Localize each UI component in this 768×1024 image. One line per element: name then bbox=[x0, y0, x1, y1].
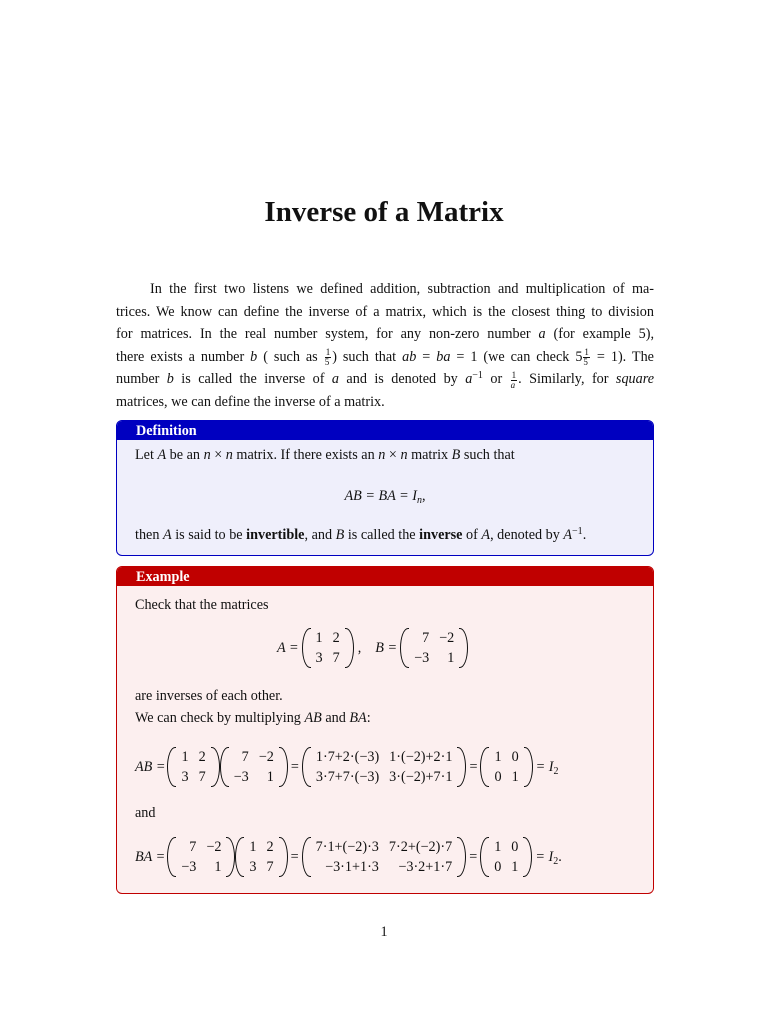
intro-paragraph bbox=[116, 278, 654, 413]
matrix-cell: 7 bbox=[198, 769, 206, 785]
identity-matrix bbox=[480, 837, 532, 877]
matrix-cell: 7 bbox=[266, 859, 274, 875]
example-check-text: Check that the matrices bbox=[135, 597, 269, 613]
matrix-cell: 3 bbox=[315, 650, 323, 666]
matrix-cell: 1·7+2·(−3) bbox=[315, 749, 380, 765]
page-number: 1 bbox=[380, 924, 388, 940]
matrix-cell: 1 bbox=[181, 749, 189, 765]
matrix-b bbox=[220, 747, 288, 787]
matrix-row bbox=[409, 648, 459, 668]
matrix-row bbox=[311, 648, 345, 668]
matrix-cell: 7 bbox=[422, 630, 430, 646]
matrix-cell: 2 bbox=[266, 839, 274, 855]
ab-product-equation: AB = 1 2 3 7 7 −2 −3 1 = 1·7+2·(−3) 1·(−2)+2·1 3·7+7·(−3) 3·(−2)+7·1 = 1 0 0 1 = $I_2$ bbox=[135, 749, 559, 785]
matrix-row bbox=[176, 767, 210, 787]
matrix-cell: 0 bbox=[511, 839, 519, 855]
identity-matrix bbox=[480, 747, 532, 787]
matrix-cell: 1 bbox=[447, 650, 455, 666]
matrix-cell: −3·2+1·7 bbox=[398, 859, 453, 875]
matrix-row bbox=[311, 747, 458, 767]
definition-equation: AB = BA = $I_n$, bbox=[344, 488, 426, 506]
matrix-row bbox=[176, 747, 210, 767]
intro-line: In the first two listens we defined addition, subtraction and multiplication of ma- bbox=[150, 281, 654, 297]
matrix-cell: 2 bbox=[332, 630, 340, 646]
matrix-cell: 7·1+(−2)·3 bbox=[315, 839, 379, 855]
matrix-cell: 1 bbox=[494, 839, 502, 855]
matrix-cell: 1 bbox=[214, 859, 222, 875]
intro-line: there exists a number b ( such as $\frac{1}{5}$ ) such that ab = ba = 1 (we can check 5 $\frac{1}{5}$ = 1). The bbox=[116, 347, 654, 367]
matrix-cell: 3·(−2)+7·1 bbox=[389, 769, 453, 785]
definition-line-1: Let A be an n × n matrix. If there exists an n × n matrix B such that bbox=[135, 447, 515, 463]
intro-line: for matrices. In the real number system, for any non-zero number a (for example 5), bbox=[116, 326, 654, 342]
matrix-cell: −3 bbox=[181, 859, 197, 875]
matrix-cell: −3 bbox=[233, 769, 249, 785]
matrix-row bbox=[229, 767, 279, 787]
matrix-cell: 0 bbox=[511, 749, 519, 765]
matrix-cell: 7 bbox=[332, 650, 340, 666]
example-box bbox=[116, 566, 654, 894]
matrix-cell: 1·(−2)+2·1 bbox=[389, 749, 453, 765]
matrix-cell: 1 bbox=[249, 839, 257, 855]
intro-line: matrices, we can define the inverse of a matrix. bbox=[116, 393, 385, 410]
matrix-row bbox=[244, 857, 278, 877]
matrix-cell: 7 bbox=[189, 839, 197, 855]
matrix-a bbox=[167, 747, 219, 787]
definition-line-3: then A is said to be invertible, and B is called the inverse of A, denoted by $A^{-1}$. bbox=[135, 526, 587, 543]
matrix-row bbox=[311, 837, 458, 857]
matrix-cell: 1 bbox=[494, 749, 502, 765]
matrix-row bbox=[244, 837, 278, 857]
matrix-cell: −3·1+1·3 bbox=[325, 859, 379, 875]
matrix-cell: 1 bbox=[511, 769, 519, 785]
matrix-cell: 3 bbox=[181, 769, 189, 785]
matrix-cell: 1 bbox=[315, 630, 323, 646]
matrix-row bbox=[176, 837, 226, 857]
matrix-row bbox=[229, 747, 279, 767]
ba-product-equation: BA = 7 −2 −3 1 1 2 3 7 = 7·1+(−2)·3 7·2+(−2)·7 −3·1+1·3 −3·2+1·7 = 1 0 0 1 = $I_2$. bbox=[135, 839, 562, 875]
matrix-cell: −2 bbox=[258, 749, 274, 765]
example-multiply-text: We can check by multiplying AB and BA: bbox=[135, 710, 371, 726]
matrix-cell: 1 bbox=[511, 859, 519, 875]
matrix-row bbox=[311, 628, 345, 648]
example-inverses-text: are inverses of each other. bbox=[135, 688, 283, 704]
example-and-text: and bbox=[135, 805, 156, 821]
matrix-row bbox=[176, 857, 226, 877]
matrix-cell: −2 bbox=[206, 839, 222, 855]
matrix-a bbox=[302, 628, 354, 668]
matrix-row bbox=[489, 747, 523, 767]
definition-heading: Definition bbox=[117, 421, 653, 440]
matrix-ba-expanded bbox=[302, 837, 467, 877]
matrix-cell: −2 bbox=[439, 630, 455, 646]
matrix-row bbox=[489, 857, 523, 877]
matrix-cell: 3 bbox=[249, 859, 257, 875]
matrix-cell: 0 bbox=[494, 769, 502, 785]
matrix-b bbox=[167, 837, 235, 877]
matrix-cell: 2 bbox=[198, 749, 206, 765]
matrix-ab-expanded bbox=[302, 747, 467, 787]
matrix-b bbox=[400, 628, 468, 668]
matrix-cell: 7·2+(−2)·7 bbox=[388, 839, 453, 855]
matrix-a bbox=[235, 837, 287, 877]
definition-box bbox=[116, 420, 654, 556]
matrix-row bbox=[489, 767, 523, 787]
matrix-row bbox=[409, 628, 459, 648]
matrix-cell: 0 bbox=[494, 859, 502, 875]
matrix-cell: 3·7+7·(−3) bbox=[315, 769, 380, 785]
matrix-row bbox=[311, 857, 458, 877]
example-heading: Example bbox=[117, 567, 653, 586]
matrix-cell: 1 bbox=[266, 769, 274, 785]
matrices-a-b: A = 1 2 3 7 , B = 7 −2 −3 1 bbox=[277, 628, 468, 668]
intro-line: trices. We know can define the inverse of a matrix, which is the closest thing to division bbox=[116, 303, 654, 320]
matrix-cell: 7 bbox=[241, 749, 249, 765]
page-title: Inverse of a Matrix bbox=[264, 196, 504, 228]
intro-line: number b is called the inverse of a and is denoted by $a^{-1}$ or $\frac{1}{a}$ . Similarly, for square bbox=[116, 369, 655, 390]
matrix-row bbox=[311, 767, 458, 787]
matrix-cell: −3 bbox=[414, 650, 430, 666]
matrix-row bbox=[489, 837, 523, 857]
